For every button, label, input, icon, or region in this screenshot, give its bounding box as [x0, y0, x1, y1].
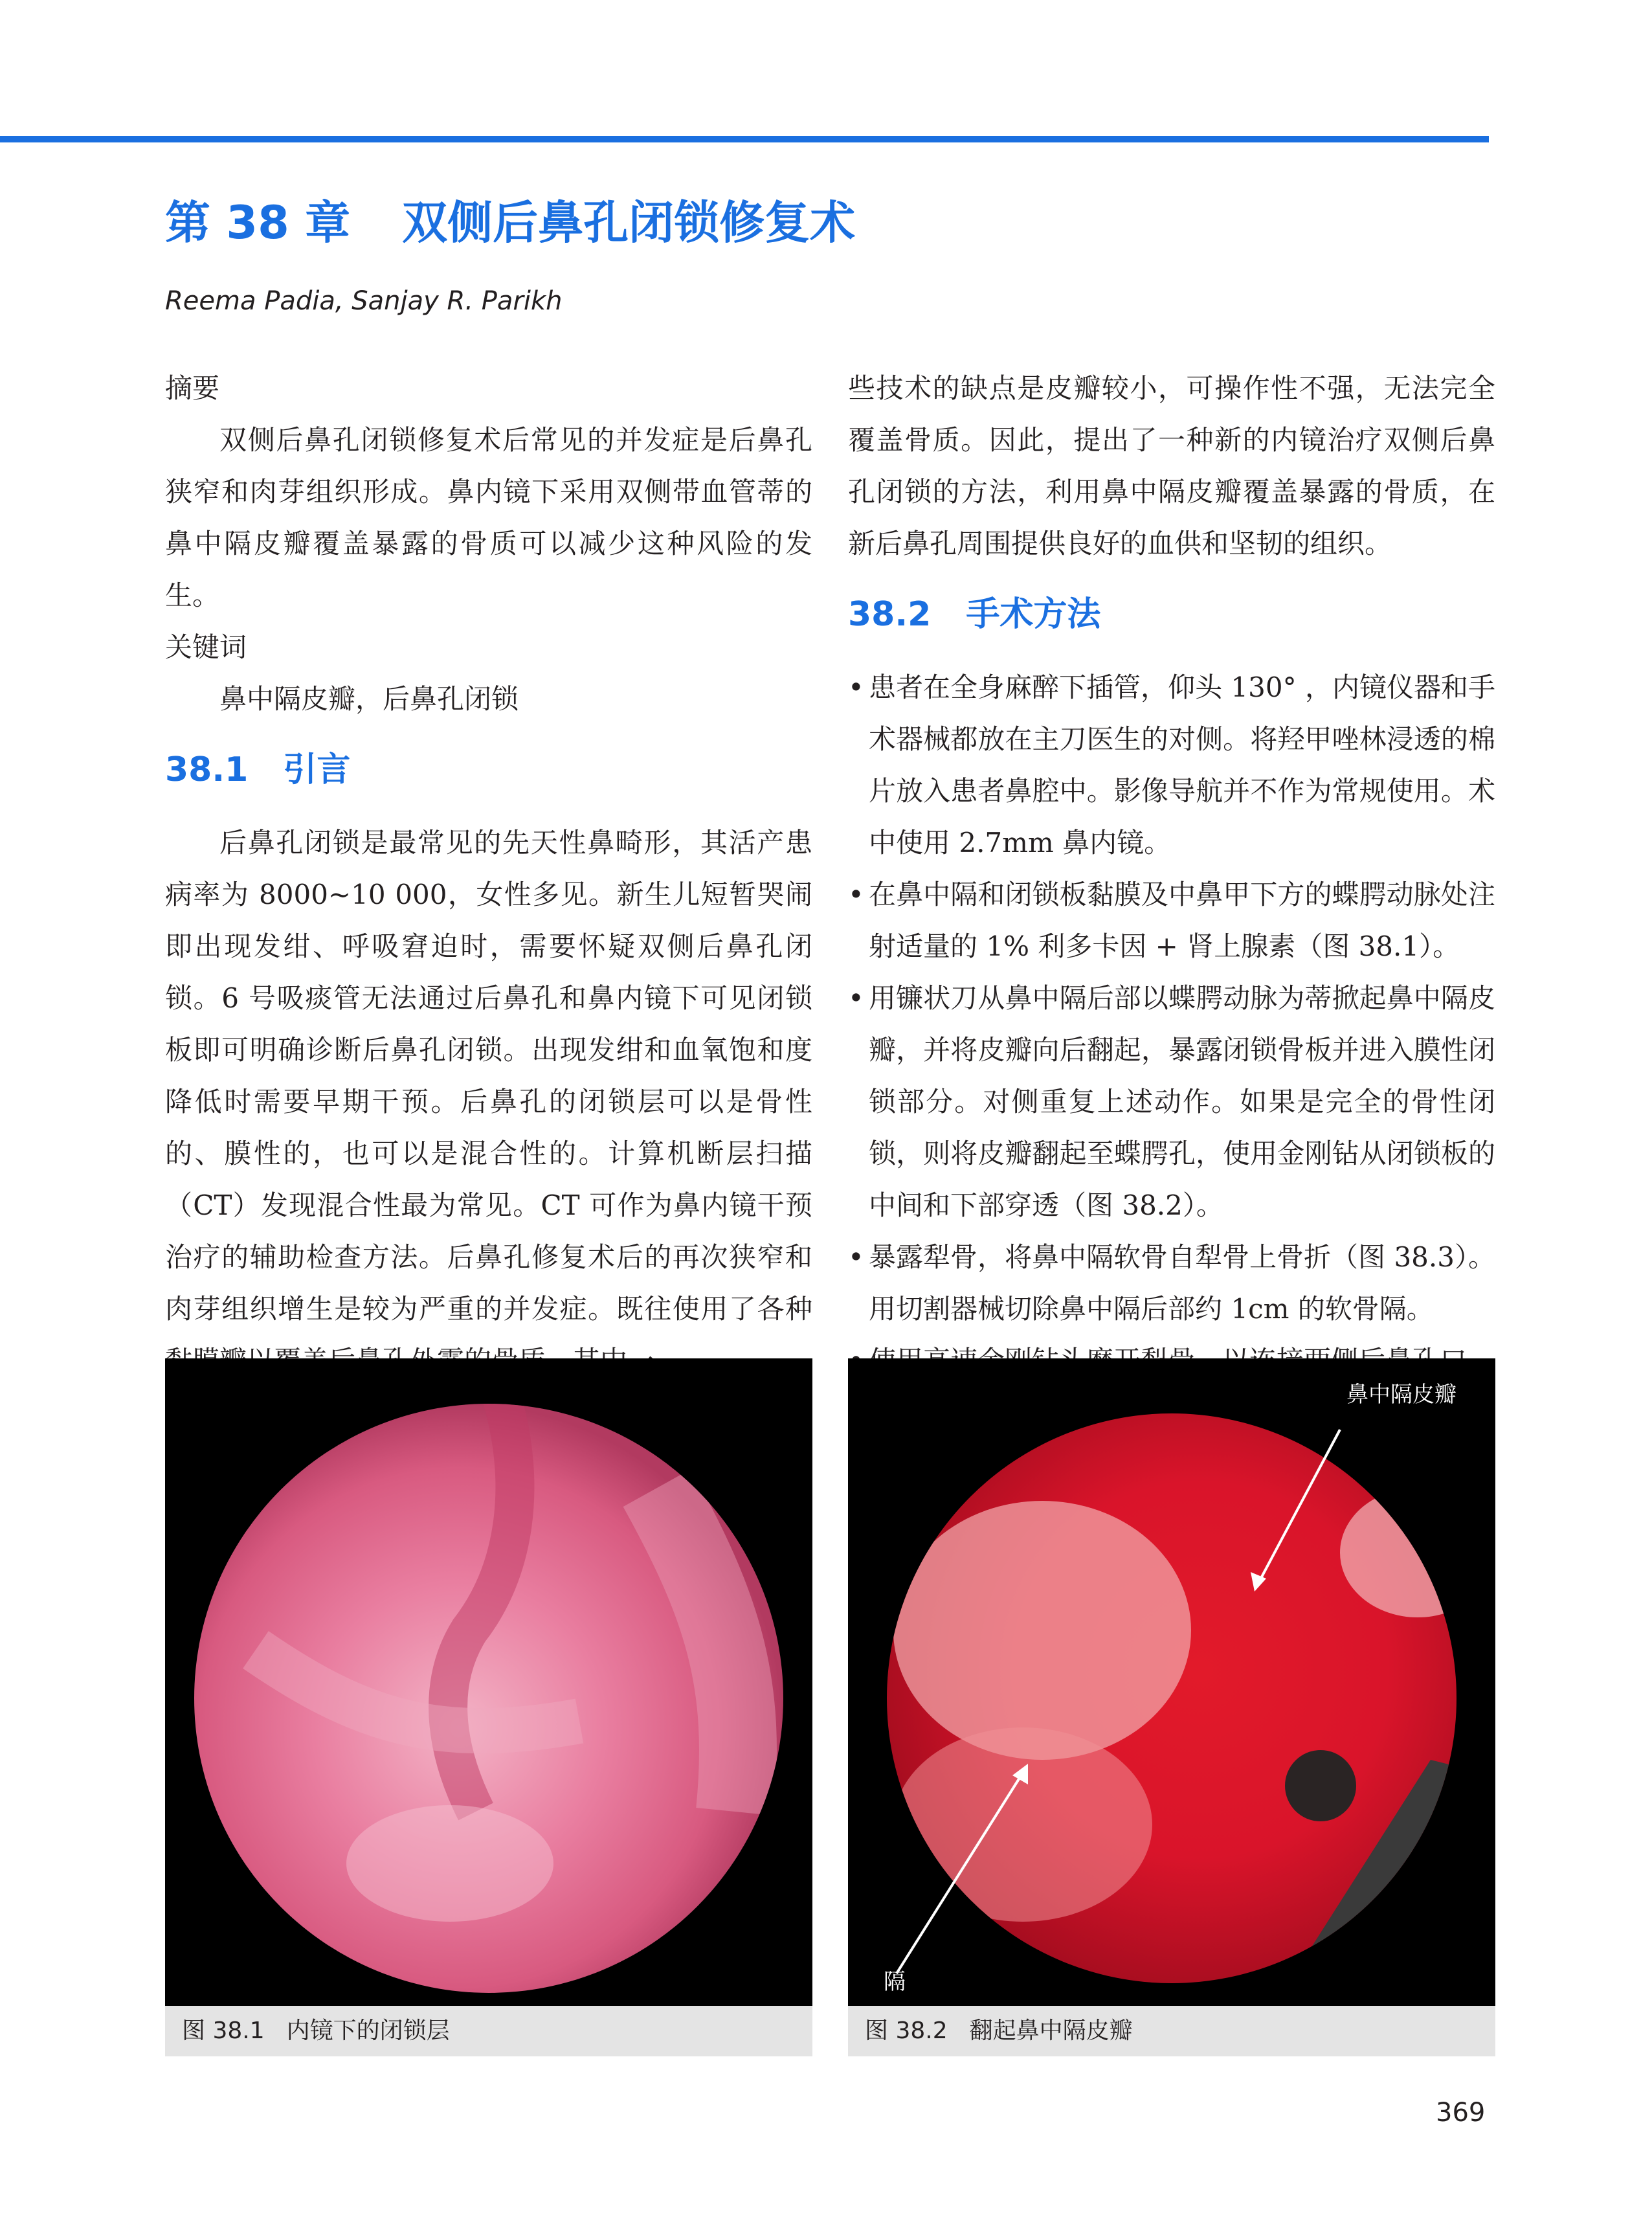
authors: Reema Padia, Sanjay R. Parikh — [165, 286, 563, 316]
left-column — [165, 363, 812, 1387]
intro-text-continued: 些技术的缺点是皮瓣较小，可操作性不强，无法完全覆盖骨质。因此，提出了一种新的内镜治疗双侧后鼻孔闭锁的方法，利用鼻中隔皮瓣覆盖暴露的骨质，在新后鼻孔周围提供良好的血供和坚韧的组织。 — [848, 372, 1495, 559]
label-septal-flap: 鼻中隔皮瓣 — [1346, 1382, 1457, 1408]
figure-number: 图 38.1 — [182, 2018, 265, 2044]
endoscopic-image-atresia-plate — [165, 1358, 812, 2006]
procedure-step: • 用镰状刀从鼻中隔后部以蝶腭动脉为蒂掀起鼻中隔皮瓣，并将皮瓣向后翻起，暴露闭锁骨板并进入膜性闭锁部分。对侧重复上述动作。如果是完全的骨性闭锁，则将皮瓣翻起至蝶腭孔，使用金刚钻从闭锁板的中间和下部穿透（图 38.2）。 — [848, 972, 1495, 1231]
section-number: 38.1 — [165, 750, 249, 789]
figure-caption — [848, 2006, 1495, 2056]
endoscope-view-graphic — [848, 1358, 1495, 2006]
chapter-number: 第 38 章 — [165, 196, 351, 249]
section-title: 引言 — [283, 750, 351, 789]
procedure-step: • 患者在全身麻醉下插管，仰头 130° ，内镜仪器和手术器械都放在主刀医生的对侧。将羟甲唑林浸透的棉片放入患者鼻腔中。影像导航并不作为常规使用。术中使用 2.7mm 鼻内镜。 — [848, 662, 1495, 869]
abstract-heading: 摘要 — [165, 372, 220, 404]
endoscope-view-graphic — [165, 1358, 812, 2006]
keywords-heading: 关键词 — [165, 631, 247, 663]
procedure-step: • 暴露犁骨，将鼻中隔软骨自犁骨上骨折（图 38.3）。用切割器械切除鼻中隔后部约 1cm 的软骨隔。 — [848, 1231, 1495, 1335]
page-number: 369 — [1436, 2098, 1486, 2128]
figure-caption — [165, 2006, 812, 2056]
abstract-text: 双侧后鼻孔闭锁修复术后常见的并发症是后鼻孔狭窄和肉芽组织形成。鼻内镜下采用双侧带血管蒂的鼻中隔皮瓣覆盖暴露的骨质可以减少这种风险的发生。 — [165, 424, 812, 611]
right-column — [848, 363, 1495, 1387]
section-number: 38.2 — [848, 595, 932, 634]
chapter-title — [165, 186, 855, 252]
figure-38-1 — [165, 1358, 812, 2056]
figure-number: 图 38.2 — [865, 2018, 948, 2044]
figure-caption-text: 内镜下的闭锁层 — [286, 2018, 450, 2044]
endoscopic-image-septal-flap — [848, 1358, 1495, 2006]
intro-text: 后鼻孔闭锁是最常见的先天性鼻畸形，其活产患病率为 8000~10 000，女性多见。新生儿短暂哭闹即出现发绀、呼吸窘迫时，需要怀疑双侧后鼻孔闭锁。6 号吸痰管无法通过后鼻孔和鼻内镜下可见闭锁板即可明确诊断后鼻孔闭锁。出现发绀和血氧饱和度降低时需要早期干预。后鼻孔的闭锁层可以是骨性的、膜性的，也可以是混合性的。计算机断层扫描（CT）发现混合性最为常见。CT 可作为鼻内镜干预治疗的辅助检查方法。后鼻孔修复术后的再次狭窄和肉芽组织增生是较为严重的并发症。既往使用了各种 — [165, 827, 812, 1325]
procedure-steps — [848, 662, 1495, 1387]
procedure-step: • 在鼻中隔和闭锁板黏膜及中鼻甲下方的蝶腭动脉处注射适量的 1% 利多卡因 + 肾上腺素（图 38.1）。 — [848, 869, 1495, 972]
section-heading-38-1 — [165, 741, 812, 799]
chapter-title-text: 双侧后鼻孔闭锁修复术 — [402, 196, 856, 249]
keywords-text: 鼻中隔皮瓣，后鼻孔闭锁 — [219, 683, 519, 715]
section-heading-38-2 — [848, 585, 1495, 644]
header-rule — [0, 136, 1489, 142]
section-title: 手术方法 — [966, 595, 1101, 634]
figure-38-2 — [848, 1358, 1495, 2056]
label-septum: 隔 — [884, 1969, 906, 1995]
figure-caption-text: 翻起鼻中隔皮瓣 — [969, 2018, 1133, 2044]
